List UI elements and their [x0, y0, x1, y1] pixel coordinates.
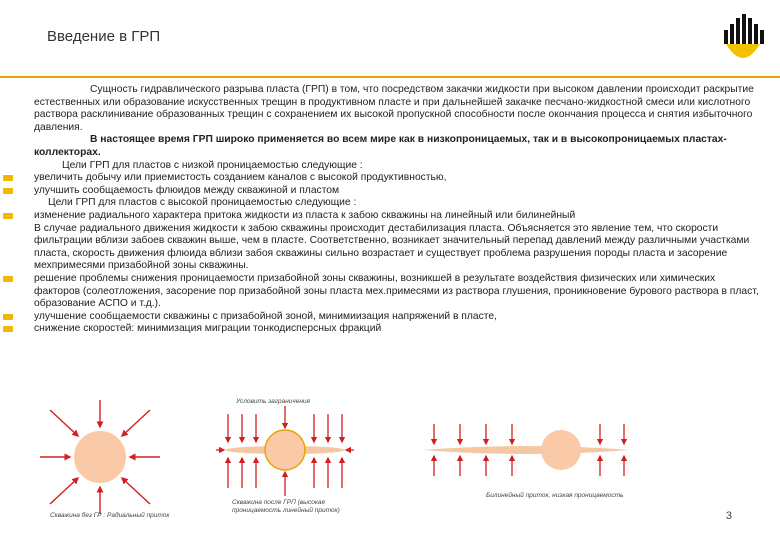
caption-top: Условить заграничения — [236, 398, 311, 405]
bullet-item: снижение скоростей: минимизация миграции тонкодисперсных фракций — [34, 323, 764, 336]
intro-paragraph: Сущность гидравлического разрыва пласта (ГРП) в том, что посредством закачки жидкости при высоком давлении происходит раскрытие естественных или образование искусственных трещин в продуктивном пласте и при дальнейшей закачке песчано-жидкостной смеси или кислотного раствора расклинивание образованных трещин с сохранением их высокой пропускной способности после окончания процесса и снятия избыточного давления. — [34, 84, 754, 133]
main-text — [34, 84, 764, 336]
caption-linear: Билинейный приток, низкая проницаемость — [486, 492, 624, 499]
well-circle — [74, 431, 126, 483]
radial-flow-diagram — [28, 392, 178, 532]
bullet-item: решение проблемы снижения проницаемости призабойной зоны скважины, возникшей в результате воздействия физических или химических факторов (солеотложения, засорение пор призабойной зоны пласта мех.примесями из раствора глушения, проникновение бурового раствора в пласт, образование АСПО и т.д.). — [34, 273, 764, 311]
caption-elliptic: Скважина после ГРП (высокая проницаемость линейный приток) — [232, 499, 340, 514]
linear-flow-diagram — [416, 408, 636, 492]
page-title: Введение в ГРП — [47, 28, 161, 45]
caption-radial: Скважина без ГР : Радиальный приток — [50, 512, 170, 519]
bullet-item: изменение радиального характера притока жидкости из пласта к забою скважины на линейный или билинейный — [34, 210, 764, 223]
bold-statement: В настоящее время ГРП широко применяется во всем мире как в низкопроницаемых, так и в высокопроницаемых пластах-коллекторах. — [34, 134, 727, 158]
bullet-item: увеличить добычу или приемистость созданием каналов с высокой продуктивностью, — [34, 172, 764, 185]
company-logo — [720, 12, 766, 68]
bullet-item: улучшить сообщаемость флюидов между скважиной и пластом — [34, 185, 764, 198]
header-rule — [0, 76, 780, 78]
explanation-paragraph: В случае радиального движения жидкости к забою скважины происходит дестабилизация пласта. Объясняется это явление тем, что скорости фильтрации вблизи забоев скважин выше, чем в пласте. Соответственно, возникает значительный перепад давлений между различными участками пласта, скорость движения флюида вблизи забоя скважины сильно возрастает и существует проблема разрушения породы пласта и засорение мехпримесями призабойной зоны скважины. — [34, 222, 750, 272]
bullet-item: улучшение сообщаемости скважины с призабойной зоной, минимиизация напряжений в пласте, — [34, 311, 764, 324]
page-number: 3 — [725, 510, 732, 522]
elliptic-flow-diagram — [208, 400, 358, 500]
low-perm-heading: Цели ГРП для пластов с низкой проницаемостью следующие : — [62, 159, 363, 171]
high-perm-heading: Цели ГРП для пластов с высокой проницаемостью следующие : — [48, 197, 357, 209]
